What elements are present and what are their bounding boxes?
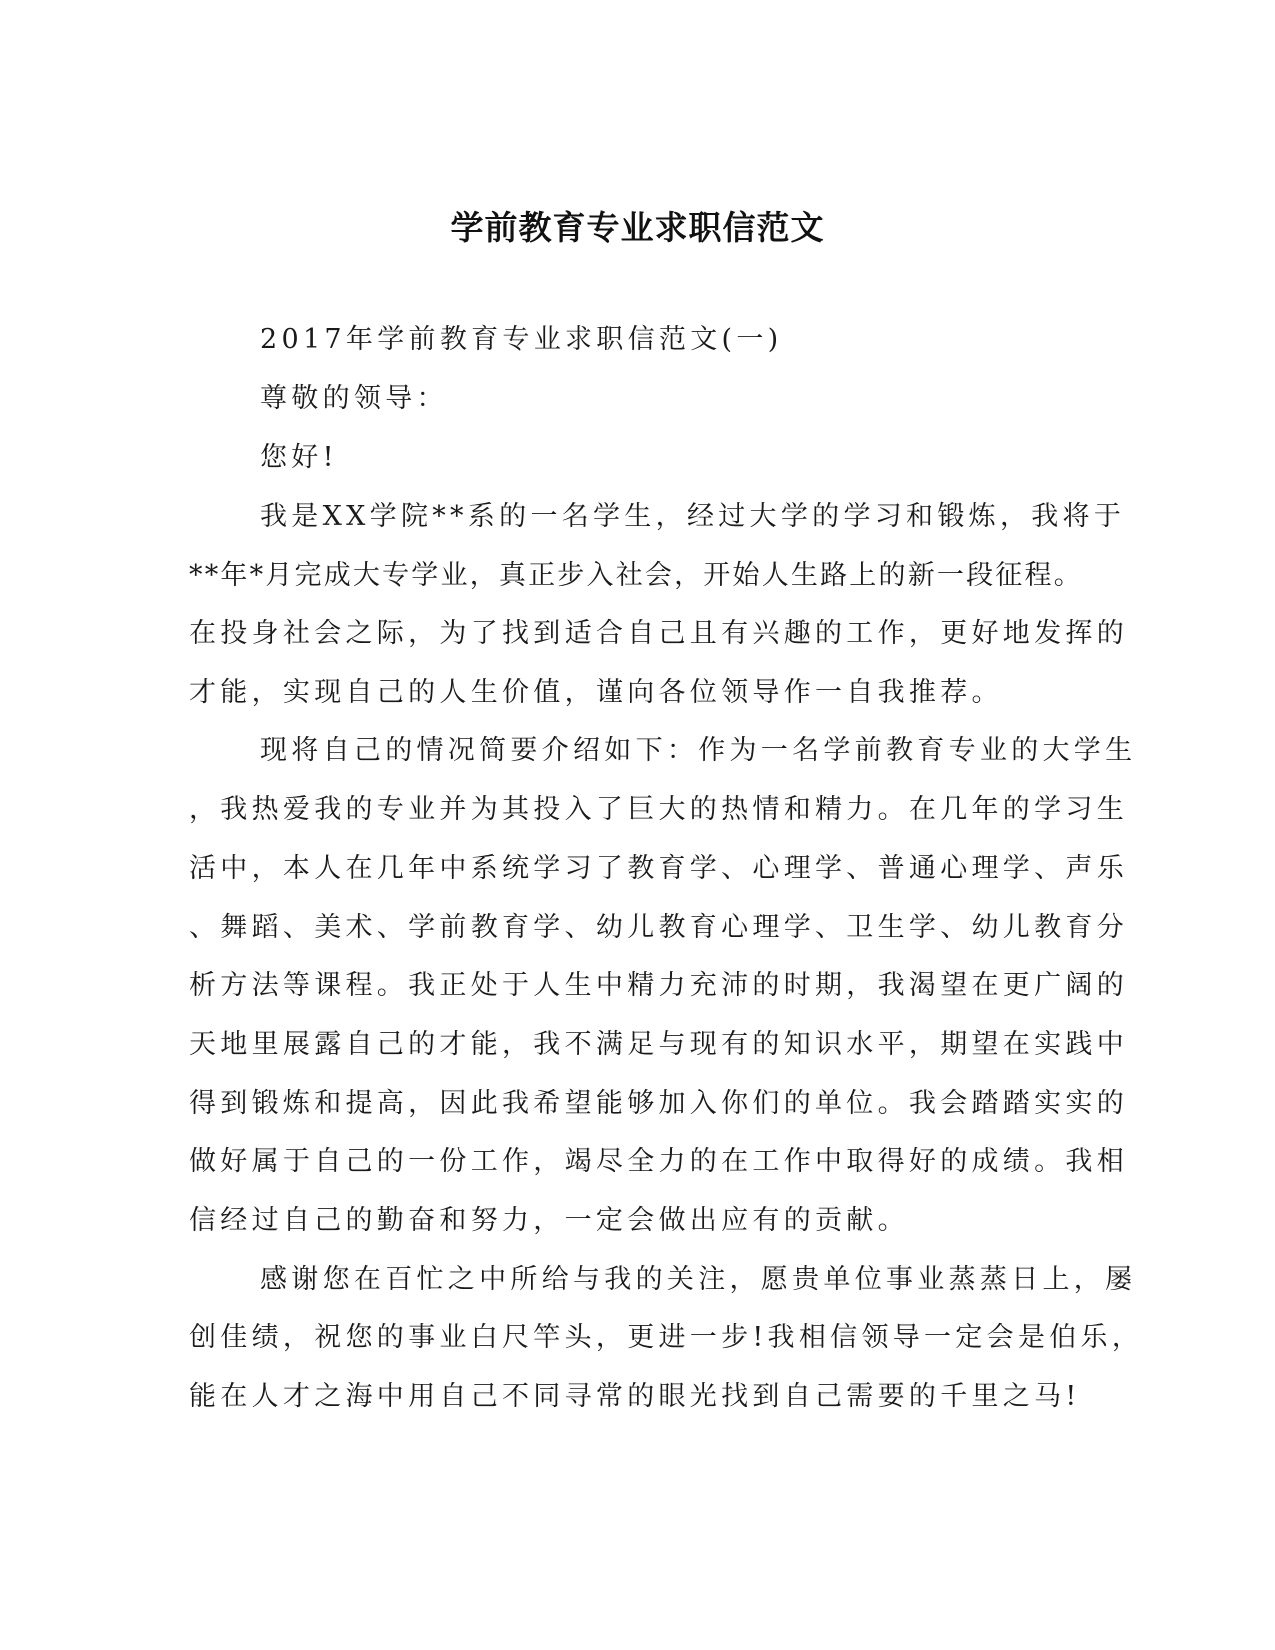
paragraph-3-line-2: 创佳绩，祝您的事业白尺竿头，更进一步!我相信领导一定会是伯乐， <box>189 1322 1144 1353</box>
paragraph-3-line-3: 能在人才之海中用自己不同寻常的眼光找到自己需要的千里之马! <box>189 1381 1081 1412</box>
letter-heading: 2017年学前教育专业求职信范文(一) <box>260 324 783 355</box>
paragraph-2-line-5: 析方法等课程。我正处于人生中精力充沛的时期，我渴望在更广阔的 <box>189 970 1128 1001</box>
paragraph-1-line-3: 在投身社会之际，为了找到适合自己且有兴趣的工作，更好地发挥的 <box>189 618 1128 649</box>
paragraph-2-line-6: 天地里展露自己的才能，我不满足与现有的知识水平，期望在实践中 <box>189 1029 1128 1060</box>
salutation: 尊敬的领导： <box>260 383 448 414</box>
paragraph-2-line-4: 、舞蹈、美术、学前教育学、幼儿教育心理学、卫生学、幼儿教育分 <box>189 912 1128 943</box>
paragraph-2-line-8: 做好属于自己的一份工作，竭尽全力的在工作中取得好的成绩。我相 <box>189 1146 1128 1177</box>
document-title: 学前教育专业求职信范文 <box>450 208 825 247</box>
paragraph-2-line-1: 现将自己的情况简要介绍如下：作为一名学前教育专业的大学生 <box>260 735 1137 766</box>
paragraph-2-line-3: 活中，本人在几年中系统学习了教育学、心理学、普通心理学、声乐 <box>189 853 1128 884</box>
greeting: 您好! <box>260 442 338 473</box>
paragraph-1-line-4: 才能，实现自己的人生价值，谨向各位领导作一自我推荐。 <box>189 677 1003 708</box>
paragraph-3-line-1: 感谢您在百忙之中所给与我的关注，愿贵单位事业蒸蒸日上，屡 <box>260 1264 1137 1295</box>
paragraph-1-line-1: 我是XX学院**系的一名学生，经过大学的学习和锻炼，我将于 <box>260 501 1126 532</box>
paragraph-2-line-7: 得到锻炼和提高，因此我希望能够加入你们的单位。我会踏踏实实的 <box>189 1088 1128 1119</box>
paragraph-1-line-2: **年*月完成大专学业，真正步入社会，开始人生路上的新一段征程。 <box>189 560 1083 591</box>
paragraph-2-line-9: 信经过自己的勤奋和努力，一定会做出应有的贡献。 <box>189 1205 909 1236</box>
paragraph-2-line-2: ，我热爱我的专业并为其投入了巨大的热情和精力。在几年的学习生 <box>189 794 1128 825</box>
